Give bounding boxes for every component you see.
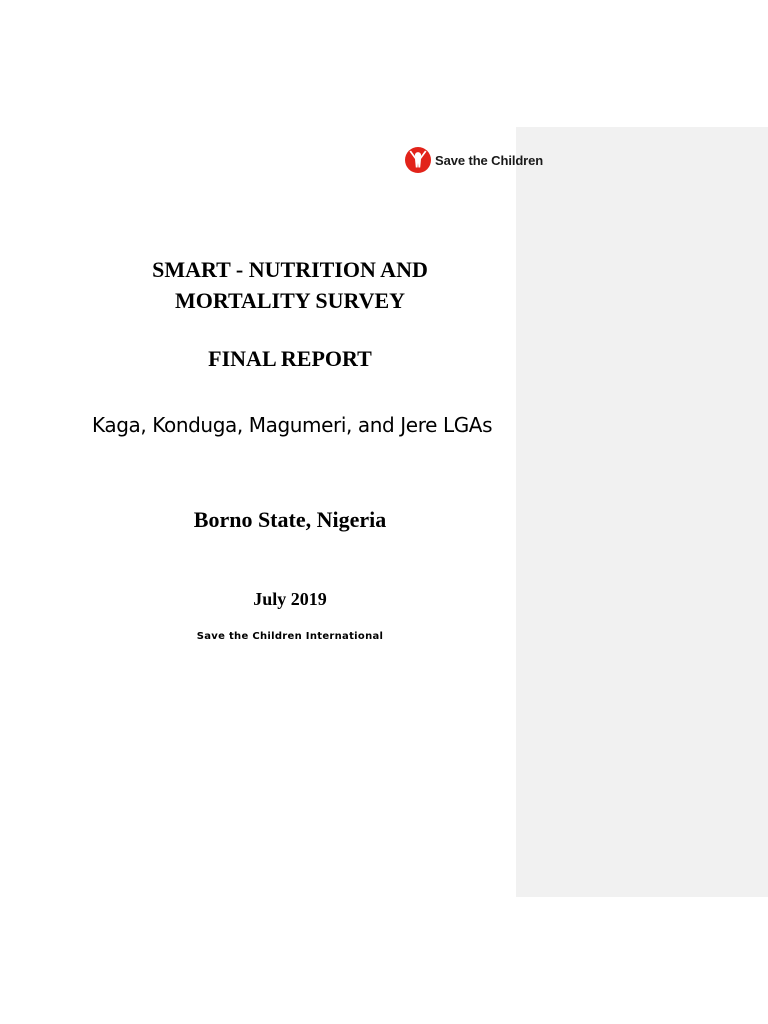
side-panel	[516, 127, 768, 897]
state-location: Borno State, Nigeria	[193, 507, 387, 532]
logo-text: Save the Children	[435, 152, 544, 168]
title-line-2: MORTALITY SURVEY	[174, 288, 406, 313]
report-date: July 2019	[253, 589, 327, 609]
report-subtitle: FINAL REPORT	[208, 346, 372, 371]
title-line-1: SMART - NUTRITION AND	[152, 257, 428, 282]
organization-logo	[404, 144, 543, 176]
child-figure-icon	[404, 146, 432, 174]
lga-list: Kaga, Konduga, Magumeri, and Jere LGAs	[92, 413, 493, 437]
report-title	[100, 254, 480, 316]
organization-name: Save the Children International	[196, 631, 384, 642]
